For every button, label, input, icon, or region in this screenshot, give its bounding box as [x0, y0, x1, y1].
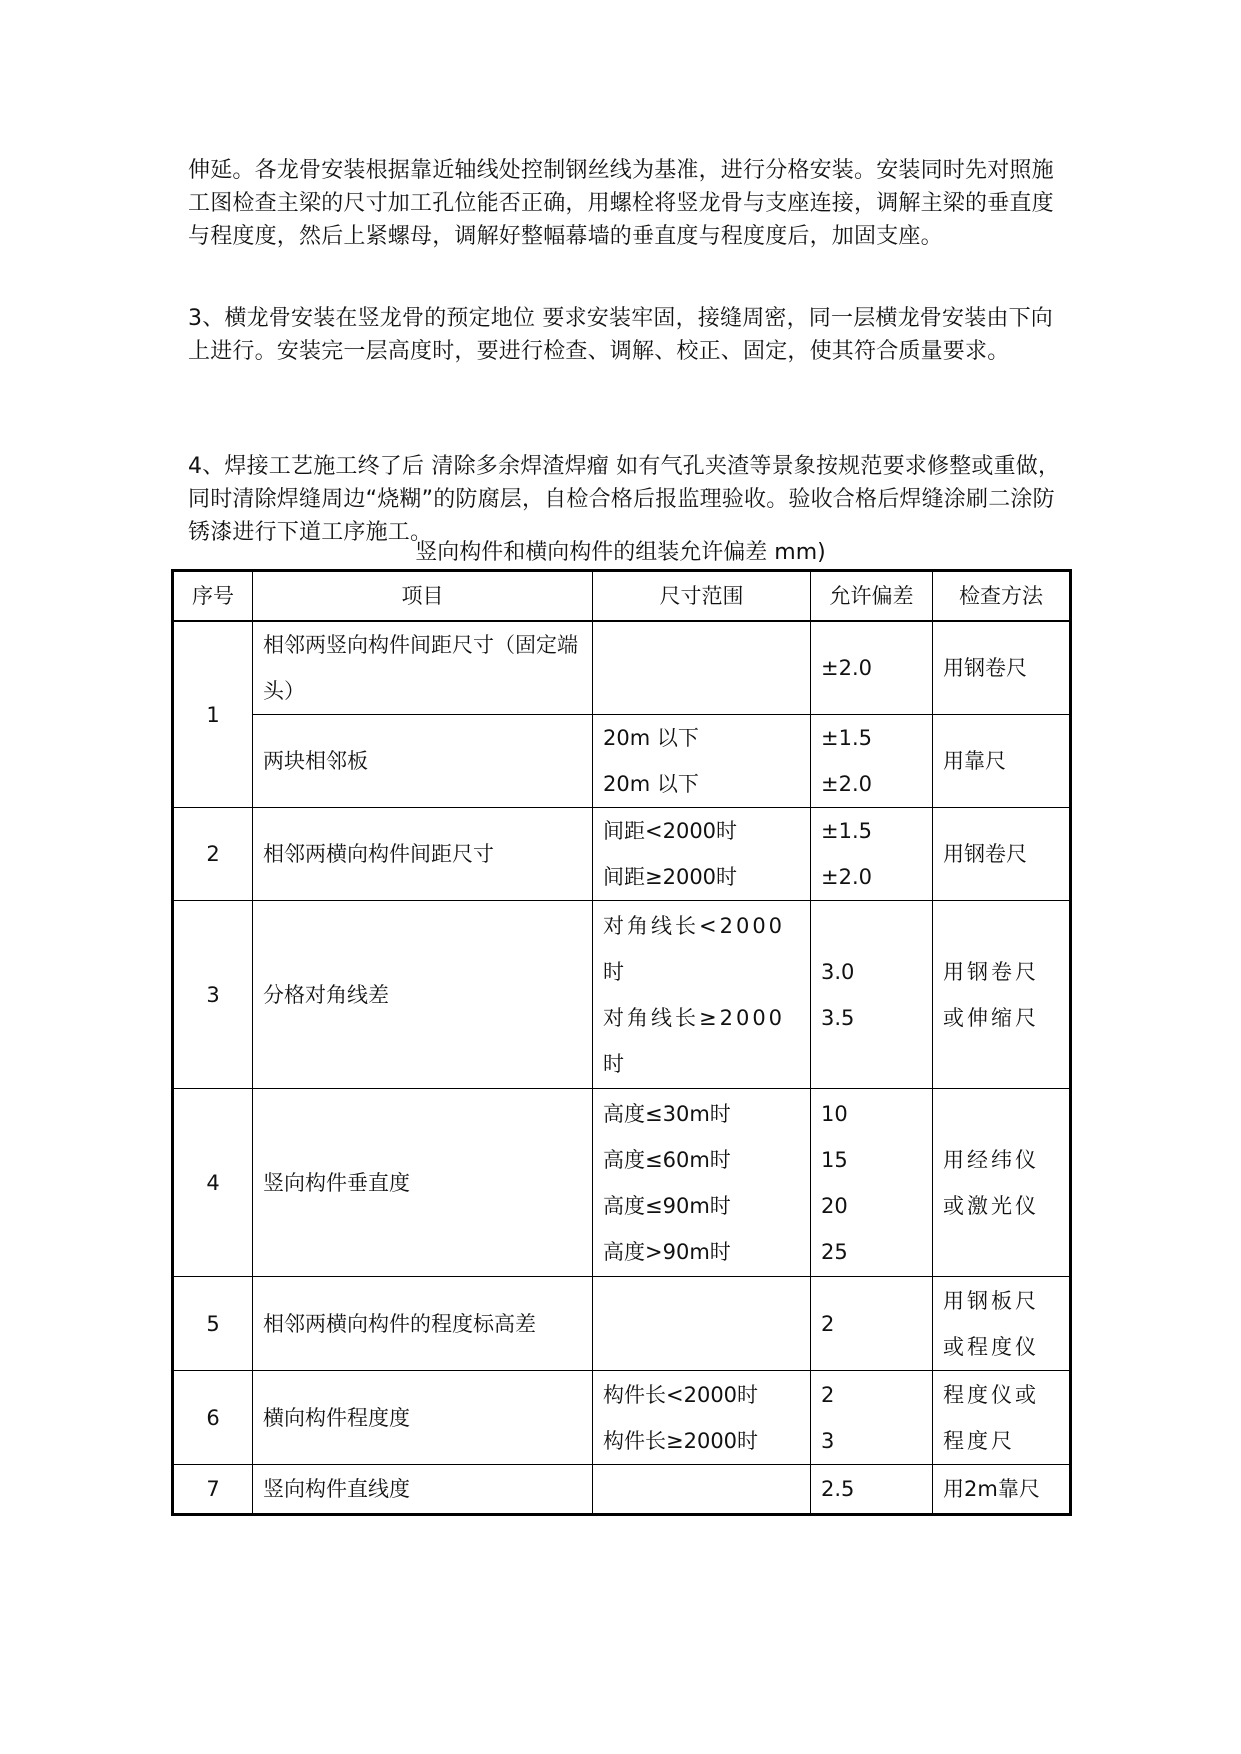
range-line: 高度≤90m时 — [603, 1193, 731, 1218]
range-line: 间距≥2000时 — [603, 865, 738, 889]
row-tolerance: ±2.0 — [811, 621, 933, 715]
row-item: 竖向构件直线度 — [253, 1465, 593, 1515]
range-line: 高度≤30m时 — [603, 1101, 731, 1126]
row-method: 用钢卷尺 — [933, 621, 1071, 715]
row-no: 2 — [173, 808, 253, 901]
header-no: 序号 — [173, 571, 253, 622]
row-item: 相邻两横向构件的程度标高差 — [253, 1277, 593, 1371]
range-line: 间距<2000时 — [603, 819, 738, 843]
tolerance-line: 3 — [821, 1428, 835, 1453]
tolerance-line: ±2.0 — [821, 772, 872, 796]
range-line: 20m 以下 — [603, 772, 699, 796]
row-tolerance — [811, 715, 933, 808]
row-item: 两块相邻板 — [253, 715, 593, 808]
row-tolerance — [811, 1371, 933, 1465]
range-line: 构件长<2000时 — [603, 1382, 759, 1407]
row-item: 相邻两横向构件间距尺寸 — [253, 808, 593, 901]
range-line: 构件长≥2000时 — [603, 1428, 759, 1453]
tolerance-line: ±1.5 — [821, 819, 872, 843]
table-row — [173, 901, 1071, 1089]
tolerance-line: 2 — [821, 1382, 835, 1407]
tolerance-line: ±2.0 — [821, 865, 872, 889]
row-range — [593, 621, 811, 715]
row-item: 竖向构件垂直度 — [253, 1089, 593, 1277]
row-method: 程度仪或程度尺 — [933, 1371, 1071, 1465]
row-range — [593, 1465, 811, 1515]
range-line: 20m 以下 — [603, 726, 699, 750]
tolerance-line: 10 — [821, 1101, 848, 1126]
header-method: 检查方法 — [933, 571, 1071, 622]
tolerance-table — [171, 569, 1072, 1516]
tolerance-line: 3.0 — [821, 959, 855, 984]
range-line: 高度>90m时 — [603, 1239, 731, 1264]
table-row — [173, 715, 1071, 808]
table-row — [173, 1465, 1071, 1515]
row-tolerance — [811, 808, 933, 901]
table-row — [173, 808, 1071, 901]
row-range — [593, 901, 811, 1089]
row-range — [593, 715, 811, 808]
row-item: 横向构件程度度 — [253, 1371, 593, 1465]
row-item: 相邻两竖向构件间距尺寸（固定端头） — [253, 621, 593, 715]
table-row — [173, 621, 1071, 715]
table-header-row — [173, 571, 1071, 622]
header-tolerance: 允许偏差 — [811, 571, 933, 622]
row-method: 用靠尺 — [933, 715, 1071, 808]
row-method: 用钢卷尺 — [933, 808, 1071, 901]
table-row — [173, 1089, 1071, 1277]
paragraph-keel-installation: 伸延。各龙骨安装根据靠近轴线处控制钢丝线为基准，进行分格安装。安装同时先对照施工图检查主梁的尺寸加工孔位能否正确，用螺栓将竖龙骨与支座连接，调解主梁的垂直度与程度度，然后上紧螺母，调解好整幅幕墙的垂直度与程度度后，加固支座。 — [188, 158, 1054, 249]
row-range — [593, 1089, 811, 1277]
tolerance-line: 25 — [821, 1239, 848, 1264]
row-no: 1 — [173, 621, 253, 808]
range-text: 对角线长≥2000时 — [603, 1005, 786, 1076]
row-range — [593, 1371, 811, 1465]
row-no: 6 — [173, 1371, 253, 1465]
row-tolerance: 2 — [811, 1277, 933, 1371]
header-item: 项目 — [253, 571, 593, 622]
tolerance-line: ±1.5 — [821, 726, 872, 750]
range-line: 高度≤60m时 — [603, 1147, 731, 1172]
tolerance-line: 3.5 — [821, 1005, 855, 1030]
row-tolerance: 2.5 — [811, 1465, 933, 1515]
row-no: 4 — [173, 1089, 253, 1277]
row-method: 用钢板尺或程度仪 — [933, 1277, 1071, 1371]
row-method: 用2m靠尺 — [933, 1465, 1071, 1515]
paragraph-horizontal-keel: 3、横龙骨安装在竖龙骨的预定地位 要求安装牢固，接缝周密，同一层横龙骨安装由下向上进行。安装完一层高度时，要进行检查、调解、校正、固定，使其符合质量要求。 — [188, 306, 1053, 364]
header-range: 尺寸范围 — [593, 571, 811, 622]
row-method: 用钢卷尺或伸缩尺 — [933, 901, 1071, 1089]
paragraph-welding: 4、焊接工艺施工终了后 清除多余焊渣焊瘤 如有气孔夹渣等景象按规范要求修整或重做，同时清除焊缝周边“烧糊”的防腐层，自检合格后报监理验收。验收合格后焊缝涂刷二涂防锈漆进行下道工序施工。 — [188, 454, 1061, 545]
table-row — [173, 1277, 1071, 1371]
tolerance-line: 20 — [821, 1193, 848, 1218]
table-row — [173, 1371, 1071, 1465]
table-caption: 竖向构件和横向构件的组装允许偏差 mm) — [415, 540, 826, 565]
row-no: 3 — [173, 901, 253, 1089]
row-item: 分格对角线差 — [253, 901, 593, 1089]
row-method: 用经纬仪或激光仪 — [933, 1089, 1071, 1277]
range-text: 对角线长<2000时 — [603, 913, 786, 984]
row-tolerance — [811, 1089, 933, 1277]
row-tolerance — [811, 901, 933, 1089]
row-range — [593, 1277, 811, 1371]
row-no: 5 — [173, 1277, 253, 1371]
row-range — [593, 808, 811, 901]
row-no: 7 — [173, 1465, 253, 1515]
tolerance-line: 15 — [821, 1147, 848, 1172]
